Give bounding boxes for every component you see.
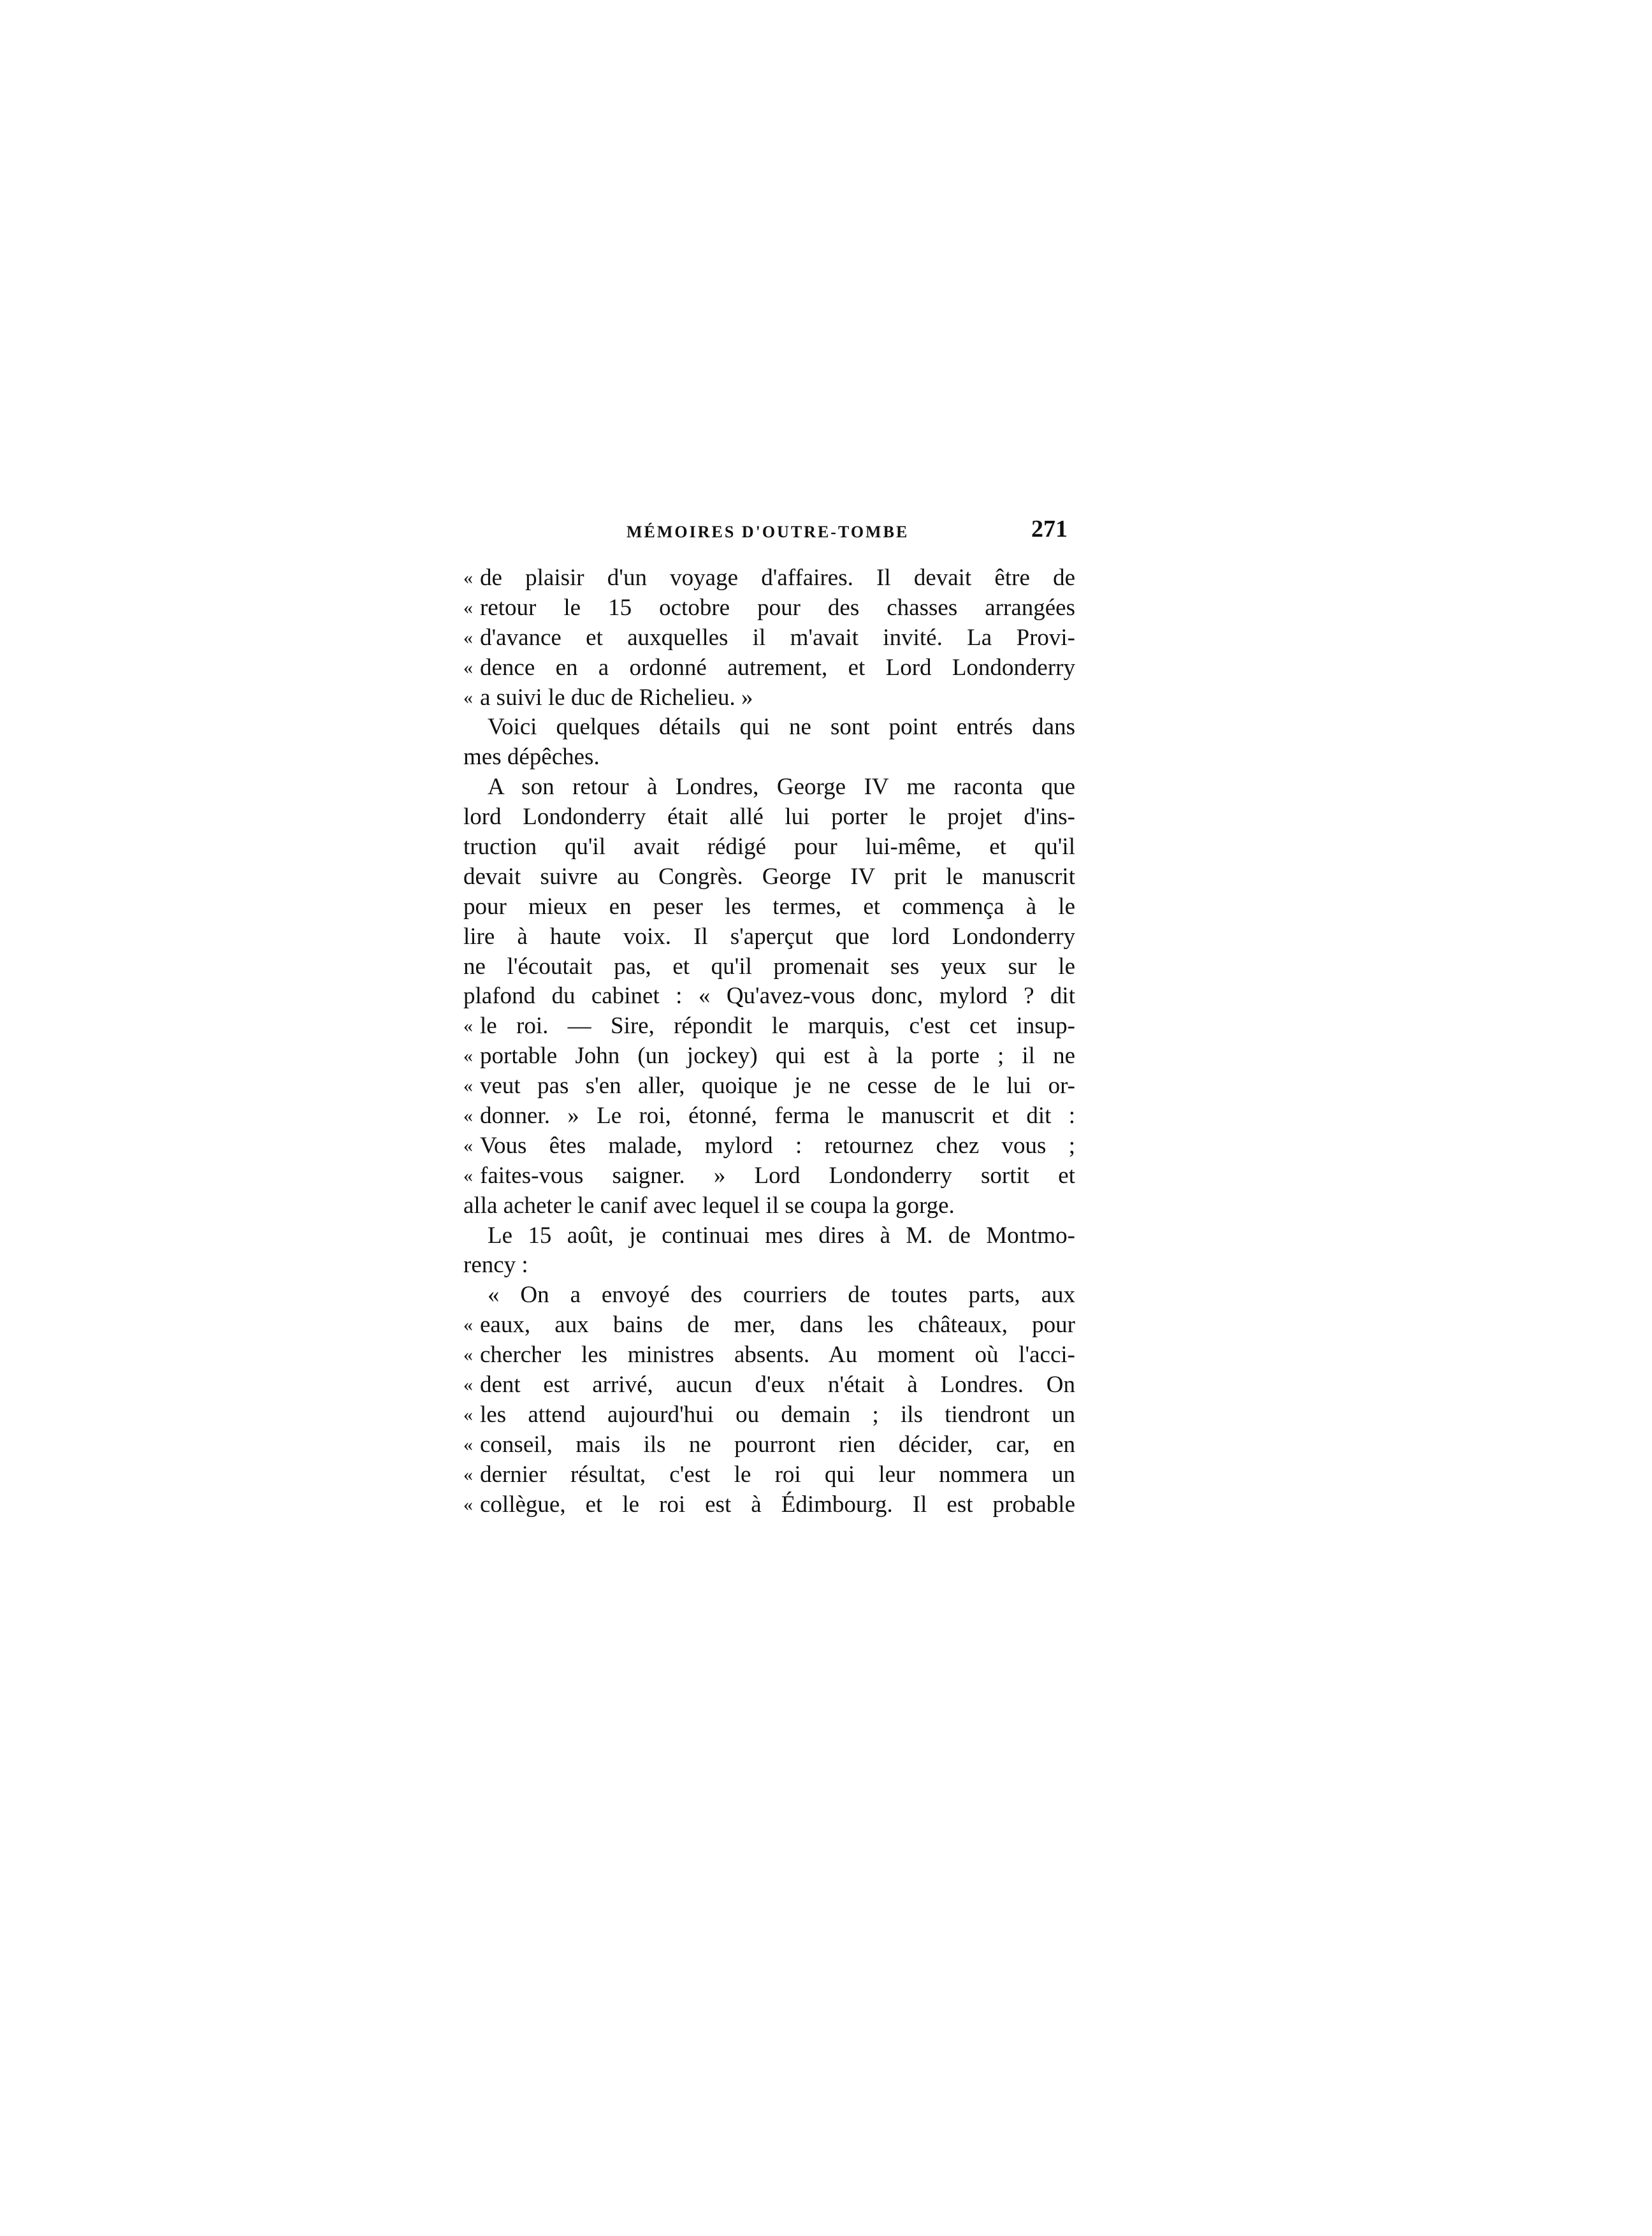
quote-mark: «	[463, 567, 473, 588]
running-title: MÉMOIRES D'OUTRE-TOMBE	[627, 523, 909, 541]
text-line	[463, 1251, 1075, 1281]
line-text: lord Londonderry était allé lui porter le projet d'ins-	[463, 804, 1075, 831]
line-text: pour mieux en peser les termes, et commença à le	[463, 893, 1075, 920]
quote-mark: «	[463, 597, 473, 618]
text-line	[463, 892, 1075, 922]
line-text: rency :	[463, 1252, 528, 1279]
text-line	[463, 1221, 1075, 1251]
text-line	[463, 862, 1075, 892]
quote-mark: «	[463, 1075, 473, 1097]
line-text: plafond du cabinet : « Qu'avez-vous donc, mylord ? dit	[463, 983, 1075, 1010]
page-number: 271	[1031, 516, 1068, 542]
text-line	[463, 1191, 1075, 1221]
line-text: alla acheter le canif avec lequel il se coupa la gorge.	[463, 1192, 955, 1219]
text-line	[463, 593, 1075, 623]
quote-mark: «	[463, 627, 473, 648]
quote-mark: «	[463, 1344, 473, 1366]
text-line	[463, 1490, 1075, 1520]
text-line	[463, 1400, 1075, 1430]
line-text: a suivi le duc de Richelieu. »	[480, 684, 753, 711]
line-text: A son retour à Londres, George IV me raconta que	[488, 774, 1075, 801]
text-line	[463, 952, 1075, 982]
line-text: dernier résultat, c'est le roi qui leur nommera un	[480, 1461, 1075, 1488]
quote-mark: «	[463, 1493, 473, 1515]
quote-mark: «	[463, 657, 473, 678]
line-text: donner. » Le roi, étonné, ferma le manuscrit et dit :	[480, 1103, 1075, 1129]
line-text: faites-vous saigner. » Lord Londonderry sortit et	[480, 1162, 1075, 1189]
line-text: ne l'écoutait pas, et qu'il promenait ses yeux sur le	[463, 953, 1075, 980]
text-line	[463, 982, 1075, 1012]
text-line	[463, 743, 1075, 773]
line-text: conseil, mais ils ne pourront rien décider, car, en	[480, 1431, 1075, 1458]
quote-mark: «	[463, 1404, 473, 1425]
line-text: truction qu'il avait rédigé pour lui-même, et qu'il	[463, 834, 1075, 860]
text-line	[463, 773, 1075, 802]
text-line	[463, 1281, 1075, 1310]
quote-mark: «	[463, 686, 473, 708]
text-line	[463, 1460, 1075, 1490]
quote-mark: «	[463, 1463, 473, 1485]
text-line	[463, 1310, 1075, 1340]
quote-mark: «	[463, 1135, 473, 1156]
line-text: de plaisir d'un voyage d'affaires. Il devait être de	[480, 565, 1075, 591]
line-text: dent est arrivé, aucun d'eux n'était à Londres. On	[480, 1372, 1075, 1398]
line-text: les attend aujourd'hui ou demain ; ils tiendront un	[480, 1401, 1075, 1428]
text-line	[463, 802, 1075, 832]
line-text: « On a envoyé des courriers de toutes parts, aux	[488, 1282, 1075, 1309]
text-line	[463, 1340, 1075, 1370]
line-text: veut pas s'en aller, quoique je ne cesse de le lui or-	[480, 1073, 1075, 1100]
quote-mark: «	[463, 1045, 473, 1067]
text-line	[463, 922, 1075, 952]
line-text: dence en a ordonné autrement, et Lord Londonderry	[480, 654, 1075, 681]
line-text: d'avance et auxquelles il m'avait invité. La Provi-	[480, 624, 1075, 651]
quote-mark: «	[463, 1105, 473, 1127]
text-line	[463, 1161, 1075, 1191]
line-text: Voici quelques détails qui ne sont point entrés dans	[488, 714, 1075, 741]
line-text: lire à haute voix. Il s'aperçut que lord Londonderry	[463, 923, 1075, 950]
line-text: collègue, et le roi est à Édimbourg. Il est probable	[480, 1491, 1075, 1518]
text-line	[463, 1370, 1075, 1400]
line-text: mes dépêches.	[463, 744, 600, 771]
line-text: chercher les ministres absents. Au moment où l'acci-	[480, 1342, 1075, 1368]
quote-mark: «	[463, 1015, 473, 1037]
line-text: eaux, aux bains de mer, dans les châteaux, pour	[480, 1312, 1075, 1339]
quote-mark: «	[463, 1374, 473, 1396]
quote-mark: «	[463, 1165, 473, 1186]
text-line	[463, 1012, 1075, 1042]
quote-mark: «	[463, 1434, 473, 1455]
text-line	[463, 1101, 1075, 1131]
line-text: devait suivre au Congrès. George IV prit le manuscrit	[463, 863, 1075, 890]
text-line	[463, 1131, 1075, 1161]
text-line	[463, 832, 1075, 862]
text-line	[463, 1071, 1075, 1101]
line-text: Vous êtes malade, mylord : retournez chez vous ;	[480, 1132, 1075, 1159]
text-line	[463, 623, 1075, 653]
text-line	[463, 1430, 1075, 1460]
line-text: retour le 15 octobre pour des chasses arrangées	[480, 594, 1075, 621]
line-text: le roi. — Sire, répondit le marquis, c'est cet insup-	[480, 1013, 1075, 1040]
line-text: portable John (un jockey) qui est à la porte ; il ne	[480, 1043, 1075, 1070]
page-header	[463, 515, 1075, 551]
line-text: Le 15 août, je continuai mes dires à M. de Montmo-	[488, 1222, 1075, 1249]
text-line	[463, 683, 1075, 713]
text-line	[463, 713, 1075, 743]
quote-mark: «	[463, 1314, 473, 1336]
text-line	[463, 653, 1075, 683]
text-line	[463, 563, 1075, 593]
body-text	[463, 563, 1075, 1520]
text-line	[463, 1042, 1075, 1071]
